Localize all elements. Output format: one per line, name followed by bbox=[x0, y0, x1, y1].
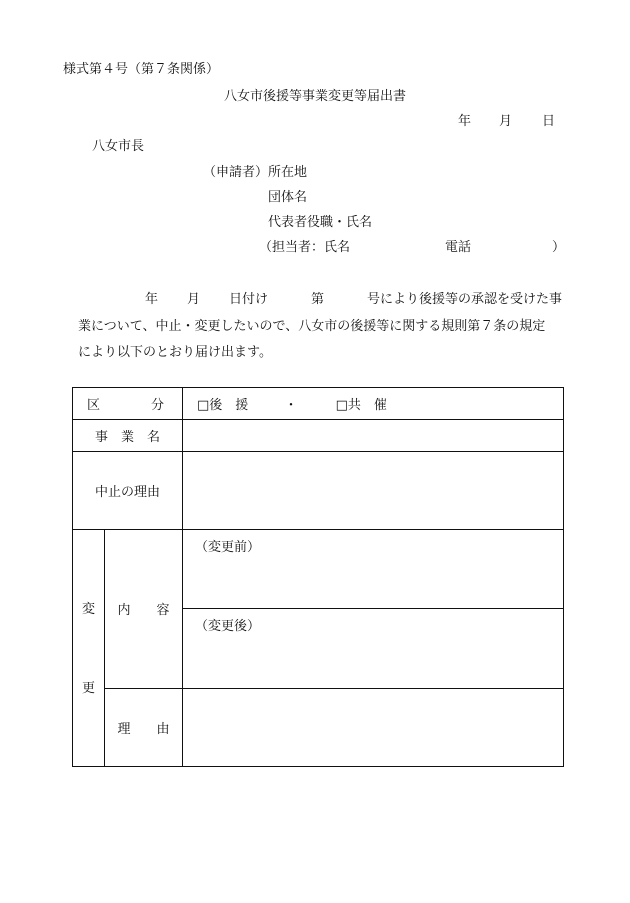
kubun-label-2: 分 bbox=[150, 398, 164, 413]
row-kubun bbox=[73, 388, 564, 420]
row-change-reason bbox=[73, 688, 564, 766]
applicant-group-name-label: 団体名 bbox=[268, 190, 308, 205]
kubun-options-cell bbox=[183, 388, 564, 420]
project-name-label: 事 業 名 bbox=[73, 420, 183, 452]
cancel-reason-field[interactable] bbox=[183, 452, 564, 530]
option-separator: ・ bbox=[284, 398, 298, 413]
change-label-1: 変 bbox=[81, 602, 95, 617]
change-label-2: 更 bbox=[81, 681, 95, 696]
date-day-label: 日 bbox=[542, 114, 556, 129]
body-month: 月 bbox=[187, 292, 201, 307]
row-change-before bbox=[73, 530, 564, 609]
body-number-prefix: 第 bbox=[311, 292, 325, 307]
date-month-label: 月 bbox=[499, 114, 513, 129]
addressee: 八女市長 bbox=[92, 139, 145, 154]
contact-close-paren: ） bbox=[552, 240, 566, 255]
project-name-field[interactable] bbox=[183, 420, 564, 452]
kubun-label-1: 区 bbox=[87, 398, 101, 413]
body-line2: 業について、中止・変更したいので、八女市の後援等に関する規則第７条の規定 bbox=[78, 319, 546, 334]
date-year-label: 年 bbox=[458, 114, 472, 129]
body-line1-rest: 号により後援等の承認を受けた事 bbox=[367, 292, 563, 307]
body-dated: 日付け bbox=[229, 292, 269, 307]
row-cancel-reason bbox=[73, 452, 564, 530]
option-cosponsor-checkbox[interactable]: □共 催 bbox=[335, 398, 387, 413]
notification-form-table bbox=[72, 387, 564, 767]
change-group-label-cell bbox=[73, 530, 105, 767]
change-after-field[interactable] bbox=[183, 609, 564, 688]
change-before-note: （変更前） bbox=[195, 540, 261, 555]
applicant-representative-label: 代表者役職・氏名 bbox=[268, 215, 373, 230]
change-after-note: （変更後） bbox=[195, 619, 261, 635]
phone-label: 電話 bbox=[445, 240, 472, 255]
change-reason-field[interactable] bbox=[183, 688, 564, 766]
applicant-address-label: （申請者）所在地 bbox=[203, 165, 308, 180]
cancel-reason-label: 中止の理由 bbox=[73, 452, 183, 530]
reason-label: 理 由 bbox=[105, 688, 183, 766]
content-label: 内 容 bbox=[105, 530, 183, 689]
document-title: 八女市後援等事業変更等届出書 bbox=[224, 89, 407, 104]
contact-person-label: （担当者：氏名 bbox=[259, 240, 351, 255]
change-before-field[interactable] bbox=[183, 530, 564, 609]
body-line3: により以下のとおり届け出ます。 bbox=[78, 345, 272, 360]
body-year: 年 bbox=[145, 292, 159, 307]
row-project-name bbox=[73, 420, 564, 452]
kubun-label-cell bbox=[73, 388, 183, 420]
option-support-checkbox[interactable]: □後 援 bbox=[197, 398, 249, 413]
form-number: 様式第４号（第７条関係） bbox=[63, 62, 220, 77]
